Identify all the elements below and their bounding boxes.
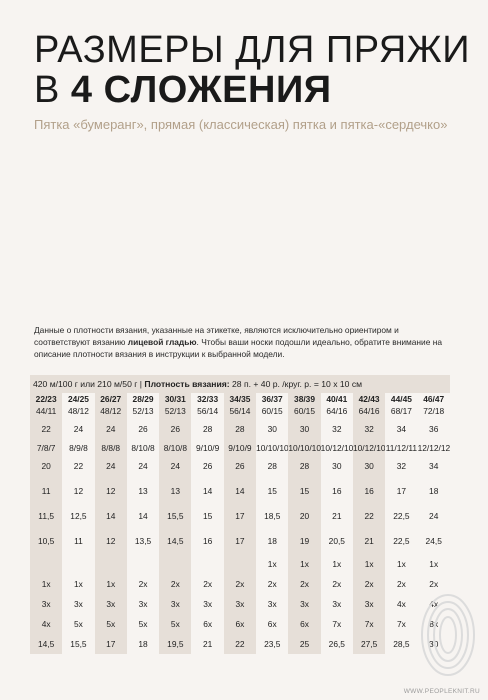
title-line-2 xyxy=(34,70,474,110)
data-row-cell: 22 xyxy=(73,461,84,471)
sub-size-cell: 48/12 xyxy=(67,406,89,416)
data-row-cell: 23,5 xyxy=(264,639,281,649)
data-row-cell: 10/10/10 xyxy=(288,443,321,453)
data-row-cell: 26 xyxy=(159,417,191,442)
data-row-cell: 9/10/9 xyxy=(224,442,256,454)
data-row-cell: 17 xyxy=(396,486,407,496)
data-row-cell: 8/9/8 xyxy=(69,443,88,453)
data-row-cell: 6x xyxy=(224,614,256,634)
data-row-cell: 13,5 xyxy=(134,536,152,546)
data-row-cell: 8/8/8 xyxy=(95,442,127,454)
data-row-cell: 12 xyxy=(95,479,127,504)
sizes-table xyxy=(30,375,450,654)
data-row-cell: 22 xyxy=(353,504,385,529)
data-row-cell: 15 xyxy=(288,479,320,504)
data-row-cell: 2x xyxy=(138,579,148,589)
data-row-cell: 28 xyxy=(224,417,256,442)
data-row-cell: 3x xyxy=(332,599,342,609)
data-row-cell: 16 xyxy=(202,536,213,546)
data-row-cell: 20,5 xyxy=(328,536,345,546)
data-row-cell: 4x xyxy=(396,599,406,609)
data-row-cell: 5x xyxy=(95,614,127,634)
data-row-cell: 22,5 xyxy=(393,536,410,546)
data-row-cell: 15 xyxy=(267,486,277,496)
size-header-cell: 30/31 xyxy=(159,393,191,405)
data-row-cell: 12 xyxy=(95,529,127,554)
data-row-cell: 8x xyxy=(429,619,439,629)
yarn-ball-watermark xyxy=(420,593,476,677)
data-row-cell: 19 xyxy=(288,529,320,554)
data-row-cell: 14,5 xyxy=(30,634,62,654)
data-row-cell: 11 xyxy=(74,536,83,546)
data-row-cell: 26,5 xyxy=(328,639,345,649)
data-row-cell: 1x xyxy=(267,559,277,569)
data-row-cell: 18 xyxy=(138,639,148,649)
data-row-cell: 28 xyxy=(288,454,320,479)
data-row-cell xyxy=(224,554,256,574)
data-row-cell: 14,5 xyxy=(159,529,191,554)
data-row-cell: 2x xyxy=(267,579,277,589)
sub-size-cell: 60/15 xyxy=(288,405,320,417)
data-row-cell: 30 xyxy=(267,424,277,434)
data-row-cell: 12 xyxy=(73,486,84,496)
data-row-cell: 11,5 xyxy=(30,504,62,529)
data-row-cell: 1x xyxy=(288,554,320,574)
size-header-cell: 32/33 xyxy=(197,394,219,404)
data-row-cell: 24 xyxy=(159,454,191,479)
data-row-cell: 5x xyxy=(74,619,83,629)
data-row-cell xyxy=(62,554,94,574)
data-row-cell: 7x xyxy=(332,619,342,629)
size-header-cell: 46/47 xyxy=(423,394,445,404)
data-row-cell: 14 xyxy=(202,486,213,496)
data-row-cell: 3x xyxy=(288,594,320,614)
data-row-cell: 27,5 xyxy=(353,634,385,654)
data-row-cell: 3x xyxy=(203,599,213,609)
data-row-cell: 3x xyxy=(159,594,191,614)
data-row-cell: 22 xyxy=(224,634,256,654)
data-row-cell: 17 xyxy=(224,529,256,554)
data-row-cell: 1x xyxy=(30,574,62,594)
data-row-cell xyxy=(191,554,223,574)
data-row-cell: 18 xyxy=(267,536,277,546)
data-row-cell: 16 xyxy=(353,479,385,504)
data-row-cell: 1x xyxy=(74,579,83,589)
data-row-cell: 10,5 xyxy=(30,529,62,554)
data-row-cell: 30 xyxy=(288,417,320,442)
size-header-cell: 24/25 xyxy=(67,394,89,404)
data-row-cell: 1x xyxy=(396,559,406,569)
data-row-cell: 13 xyxy=(138,486,148,496)
title-line-2-bold: 4 СЛОЖЕНИЯ xyxy=(70,69,332,111)
data-row-cell: 18,5 xyxy=(264,511,281,521)
data-row-cell: 26 xyxy=(224,454,256,479)
sub-size-cell: 68/17 xyxy=(390,406,412,416)
subtitle: Пятка «бумеранг», прямая (классическая) пятка и пятка-«сердечко» xyxy=(34,117,448,132)
data-row-cell: 4x xyxy=(30,614,62,634)
data-row-cell: 24 xyxy=(73,424,84,434)
data-row-cell: 21 xyxy=(353,529,385,554)
data-row-cell: 12/12/12 xyxy=(417,443,450,453)
data-row-cell xyxy=(127,554,159,574)
data-row-cell: 3x xyxy=(74,599,83,609)
data-row-cell: 1x xyxy=(429,559,439,569)
data-row-cell: 2x xyxy=(224,574,256,594)
data-row-cell: 28 xyxy=(267,461,277,471)
data-row-cell: 15 xyxy=(202,511,213,521)
data-row-cell: 20 xyxy=(288,504,320,529)
data-row-cell xyxy=(159,554,191,574)
note-part-2: . Чтобы ваши носки подошли идеально, обратите внимание на описание плотности вязания в инструкции к выбранной модели. xyxy=(34,337,442,359)
size-header-cell: 26/27 xyxy=(95,393,127,405)
sub-size-cell: 72/18 xyxy=(423,406,445,416)
sub-size-cell: 48/12 xyxy=(95,405,127,417)
data-row-cell: 2x xyxy=(288,574,320,594)
data-row-cell: 15,5 xyxy=(159,504,191,529)
data-row-cell: 13 xyxy=(159,479,191,504)
data-row-cell: 25 xyxy=(288,634,320,654)
gauge-suffix: 28 п. + 40 р. /круг. р. = 10 х 10 см xyxy=(229,379,363,389)
data-row-cell: 8/10/8 xyxy=(131,443,155,453)
data-row-cell: 14 xyxy=(95,504,127,529)
note-part-1: Данные о плотности вязания, указанные на этикетке, являются исключительно ориентиром и соответствуют вязанию xyxy=(34,325,399,347)
sub-size-cell: 52/13 xyxy=(159,405,191,417)
data-row-cell: 28 xyxy=(202,424,213,434)
data-row-cell: 1x xyxy=(332,559,342,569)
size-header-cell: 42/43 xyxy=(353,393,385,405)
data-row-cell: 14 xyxy=(224,479,256,504)
data-row-cell: 24 xyxy=(95,454,127,479)
data-row-cell: 6x xyxy=(288,614,320,634)
data-row-cell: 30 xyxy=(353,454,385,479)
data-row-cell: 24 xyxy=(95,417,127,442)
page-title xyxy=(34,30,474,110)
data-row-cell: 2x xyxy=(203,579,213,589)
data-row-cell: 3x xyxy=(30,594,62,614)
data-row-cell: 2x xyxy=(353,574,385,594)
data-row-cell: 3x xyxy=(95,594,127,614)
data-row-cell: 21 xyxy=(202,639,213,649)
data-row-cell: 1x xyxy=(353,554,385,574)
size-header-cell: 40/41 xyxy=(326,394,348,404)
data-row-cell: 6x xyxy=(203,619,213,629)
data-row-cell: 10/12/10 xyxy=(352,443,386,453)
size-header-cell: 44/45 xyxy=(390,394,412,404)
data-row-cell: 20 xyxy=(30,454,62,479)
data-row-cell: 32 xyxy=(332,424,342,434)
data-row-cell: 5x xyxy=(159,614,191,634)
data-row-cell: 15,5 xyxy=(70,639,87,649)
sub-size-cell: 52/13 xyxy=(132,406,154,416)
data-row-cell: 22,5 xyxy=(393,511,410,521)
data-row-cell: 4x xyxy=(429,599,439,609)
footer-url: WWW.PEOPLEKNIT.RU xyxy=(403,688,480,695)
title-line-2-prefix: В xyxy=(34,69,71,111)
data-row-cell: 11 xyxy=(30,479,62,504)
data-row-cell: 2x xyxy=(332,579,342,589)
data-row-cell: 8/10/8 xyxy=(159,442,191,454)
data-row-cell: 34 xyxy=(429,461,439,471)
data-row-cell: 22 xyxy=(30,417,62,442)
data-row-cell: 28,5 xyxy=(393,639,410,649)
size-header-cell: 38/39 xyxy=(288,393,320,405)
gauge-row xyxy=(30,375,450,393)
data-row-cell: 21 xyxy=(332,511,342,521)
data-row-cell: 7/8/7 xyxy=(30,442,62,454)
data-row-cell: 3x xyxy=(138,599,148,609)
data-row-cell: 12,5 xyxy=(70,511,87,521)
data-row-cell: 6x xyxy=(267,619,277,629)
data-row-cell: 24 xyxy=(429,511,439,521)
data-row-cell: 2x xyxy=(396,579,406,589)
data-row-cell: 18 xyxy=(429,486,439,496)
data-row-cell: 30 xyxy=(429,639,439,649)
data-row-cell: 1x xyxy=(95,574,127,594)
data-row-cell: 26 xyxy=(138,424,148,434)
data-row-cell: 3x xyxy=(267,599,277,609)
note-bold: лицевой гладью xyxy=(127,337,197,347)
size-header-cell: 34/35 xyxy=(224,393,256,405)
data-row-cell: 2x xyxy=(429,579,439,589)
sub-size-cell: 60/15 xyxy=(261,406,283,416)
data-row-cell: 5x xyxy=(138,619,148,629)
data-row-cell xyxy=(95,554,127,574)
gauge-bold: Плотность вязания: xyxy=(144,379,230,389)
data-row-cell: 34 xyxy=(396,424,407,434)
size-header-cell: 28/29 xyxy=(132,394,154,404)
data-row-cell: 9/10/9 xyxy=(195,443,220,453)
data-row-cell: 24 xyxy=(138,461,148,471)
note-paragraph xyxy=(34,324,454,360)
data-row-cell: 30 xyxy=(332,461,342,471)
data-row-cell: 19,5 xyxy=(159,634,191,654)
data-row-cell: 32 xyxy=(353,417,385,442)
data-row-cell: 10/10/10 xyxy=(256,443,289,453)
data-row-cell: 11/12/11 xyxy=(385,443,418,453)
data-row-cell: 32 xyxy=(396,461,407,471)
data-row-cell: 10/12/10 xyxy=(320,443,353,453)
data-row-cell: 7x xyxy=(396,619,406,629)
data-row-cell: 17 xyxy=(224,504,256,529)
data-row-cell: 24,5 xyxy=(425,536,442,546)
sub-size-cell: 64/16 xyxy=(353,405,385,417)
data-row-cell: 7x xyxy=(353,614,385,634)
gauge-prefix: 420 м/100 г или 210 м/50 г | xyxy=(33,379,145,389)
sub-size-cell: 44/11 xyxy=(30,405,62,417)
data-row-cell: 16 xyxy=(332,486,342,496)
data-row-cell: 3x xyxy=(224,594,256,614)
data-row-cell: 2x xyxy=(159,574,191,594)
data-row-cell: 26 xyxy=(202,461,213,471)
data-row-cell xyxy=(30,554,62,574)
data-row-cell: 14 xyxy=(138,511,148,521)
size-header-cell: 36/37 xyxy=(261,394,283,404)
sub-size-cell: 56/14 xyxy=(197,406,219,416)
sub-size-cell: 56/14 xyxy=(224,405,256,417)
data-row-cell: 36 xyxy=(429,424,439,434)
data-row-cell: 3x xyxy=(353,594,385,614)
sub-size-cell: 64/16 xyxy=(326,406,348,416)
data-row-cell: 17 xyxy=(95,634,127,654)
title-line-1: РАЗМЕРЫ ДЛЯ ПРЯЖИ xyxy=(34,29,471,71)
size-header-cell: 22/23 xyxy=(30,393,62,405)
sizes-grid xyxy=(30,393,450,654)
